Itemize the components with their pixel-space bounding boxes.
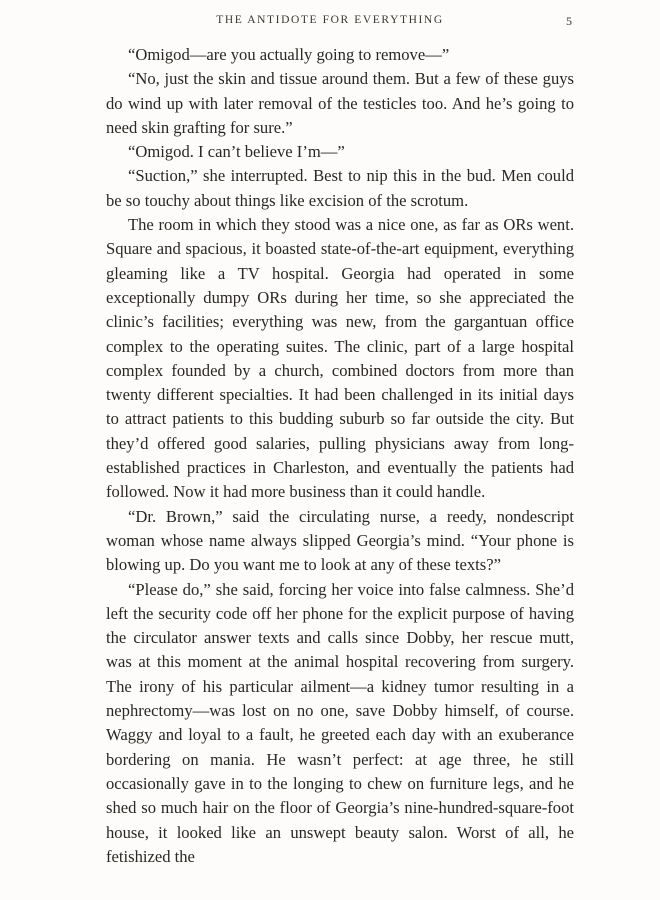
body-text xyxy=(106,43,574,869)
paragraph: “No, just the skin and tissue around them. But a few of these guys do wind up with later removal of the testicles too. And he’s going to need skin grafting for sure.” xyxy=(106,69,574,137)
paragraph: “Omigod. I can’t believe I’m—” xyxy=(128,142,345,162)
paragraph: “Omigod—are you actually going to remove—” xyxy=(128,45,450,64)
page-number: 5 xyxy=(566,14,572,28)
running-title: THE ANTIDOTE FOR EVERYTHING xyxy=(216,14,444,26)
paragraph: The room in which they stood was a nice one, as far as ORs went. Square and spacious, it boasted state-of-the-art equipment, everything gleaming like a TV hospital. Georgia had operated in some exceptionally dumpy ORs during her time, so she appreciated the clinic’s facilities; everything was new, from the gargantuan office complex to the operating suites. The clinic, part of a large hospital complex founded by a church, combined doctors from more than twenty different specialties. It had been challenged in its initial days to attract patients to this budding suburb so far outside the city. But they’d offered good salaries, pulling physicians away from long-established practices in Charleston, and eventually the patients had followed. Now it had more business than it could handle. xyxy=(106,215,574,502)
running-head xyxy=(0,12,660,32)
paragraph: “Dr. Brown,” said the circulating nurse, a reedy, nondescript woman whose name always slipped Georgia’s mind. “Your phone is blowing up. Do you want me to look at any of these texts?” xyxy=(106,506,574,575)
paragraph: “Please do,” she said, forcing her voice into false calmness. She’d left the security code off her phone for the explicit purpose of having the circulator answer texts and calls since Dobby, her rescue mutt, was at this moment at the animal hospital recovering from surgery. The irony of his particular ailment—a kidney tumor resulting in a nephrectomy—was lost on no one, save Dobby himself, of course. Waggy and loyal to a fault, he greeted each day with an exuberance bordering on mania. He wasn’t perfect: at age three, he still occasionally gave in to the longing to chew on furniture legs, and he shed so much hair on the floor of Georgia’s nine-hundred-square-foot house, it looked like an unswept beauty salon. Worst of all, he fetishized the xyxy=(106,579,574,866)
paragraph: “Suction,” she interrupted. Best to nip this in the bud. Men could be so touchy about things like excision of the scrotum. xyxy=(106,166,574,210)
